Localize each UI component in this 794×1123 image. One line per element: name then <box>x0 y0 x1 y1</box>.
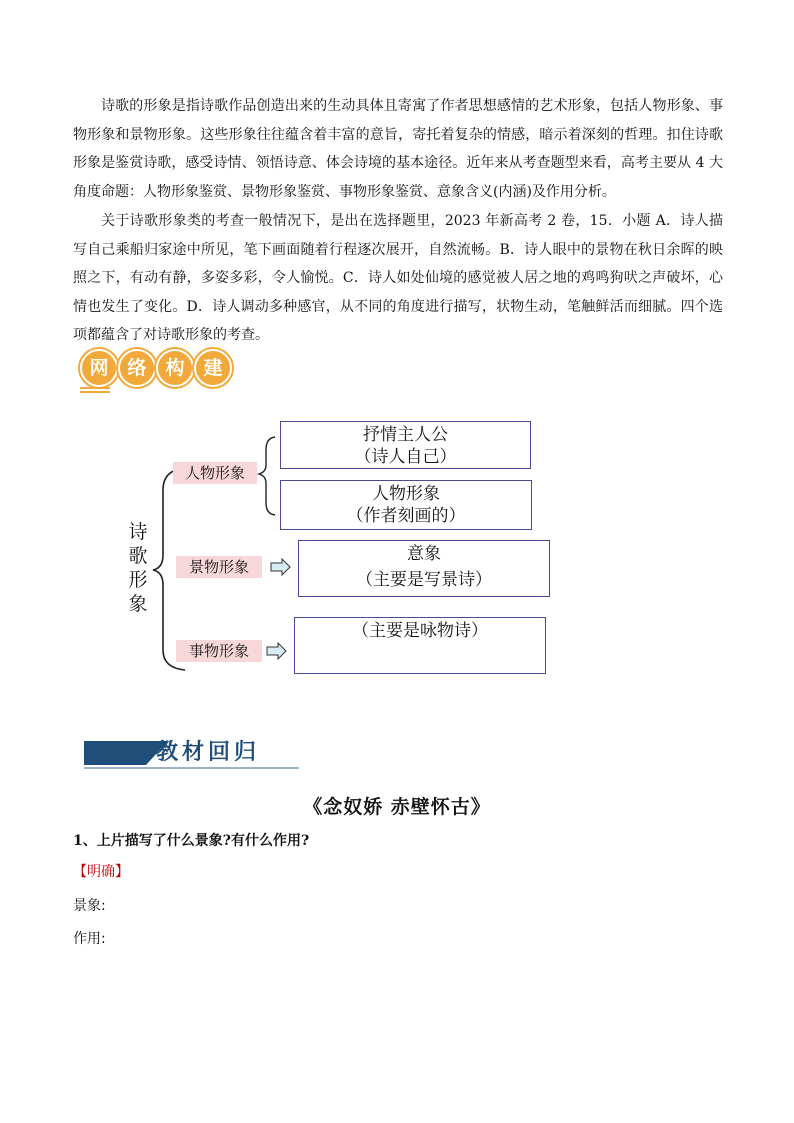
box-lyric-protagonist <box>280 421 531 469</box>
arrow-right-icon <box>270 558 292 576</box>
box-imagery <box>298 540 550 597</box>
section-header <box>84 735 299 770</box>
box-text: （作者刻画的） <box>346 506 466 526</box>
poem-title: 《念奴娇 赤壁怀古》 <box>303 796 491 818</box>
diagram-root-label: 诗歌形象 <box>128 521 148 615</box>
effect-label: 作用: <box>73 931 106 947</box>
answer-tag: 【明确】 <box>73 864 129 880</box>
banner-char: 构 <box>156 349 194 387</box>
section-underline <box>84 767 299 769</box>
category-object: 事物形象 <box>176 640 262 662</box>
box-text: 人物形象 <box>372 484 440 504</box>
arrow-right-icon <box>266 642 288 660</box>
section-bar <box>84 741 146 765</box>
box-text: 抒情主人公 <box>363 425 448 445</box>
box-text: 意象 <box>407 544 441 564</box>
box-object-poem <box>294 617 546 674</box>
scene-label: 景象: <box>73 898 106 914</box>
category-person: 人物形象 <box>173 462 257 484</box>
intro-paragraph-1: 诗歌的形象是指诗歌作品创造出来的生动具体且寄寓了作者思想感情的艺术形象，包括人物形象、事物形象和景物形象。这些形象往往蕴含着丰富的意旨，寄托着复杂的情感，暗示着深刻的哲理。扣住诗歌形象是鉴赏诗歌，感受诗情、领悟诗意、体会诗境的基本途径。近年来从考查题型来看，高考主要从 4 大角度命题：人物形象鉴赏、景物形象鉴赏、事物形象鉴赏、意象含义(内涵)及作用分析。 <box>73 98 723 200</box>
banner-char: 络 <box>118 349 156 387</box>
section-title: 教材回归 <box>156 739 261 765</box>
box-text: （诗人自己） <box>354 447 457 467</box>
question-1: 1、上片描写了什么景象?有什么作用? <box>73 833 310 849</box>
category-scenery: 景物形象 <box>176 556 262 578</box>
intro-paragraph-2: 关于诗歌形象类的考查一般情况下，是出在选择题里，2023 年新高考 2 卷，15．小题 A．诗人描写自己乘船归家途中所见，笔下画面随着行程逐次展开，自然流畅。B．诗人眼中的景物在秋日余晖的映照之下，有动有静，多姿多彩，令人愉悦。C．诗人如处仙境的感觉被人居之地的鸡鸣狗吠之声破坏，心情也发生了变化。D．诗人调动多种感官，从不同的角度进行描写，状物生动，笔触鲜活而细腻。四个选项都蕴含了对诗歌形象的考查。 <box>73 213 723 343</box>
banner-char: 建 <box>194 349 232 387</box>
box-depicted-person <box>280 480 532 530</box>
box-text: （主要是写景诗） <box>356 570 492 590</box>
banner-char: 网 <box>80 349 118 387</box>
box-text: （主要是咏物诗） <box>352 621 488 641</box>
